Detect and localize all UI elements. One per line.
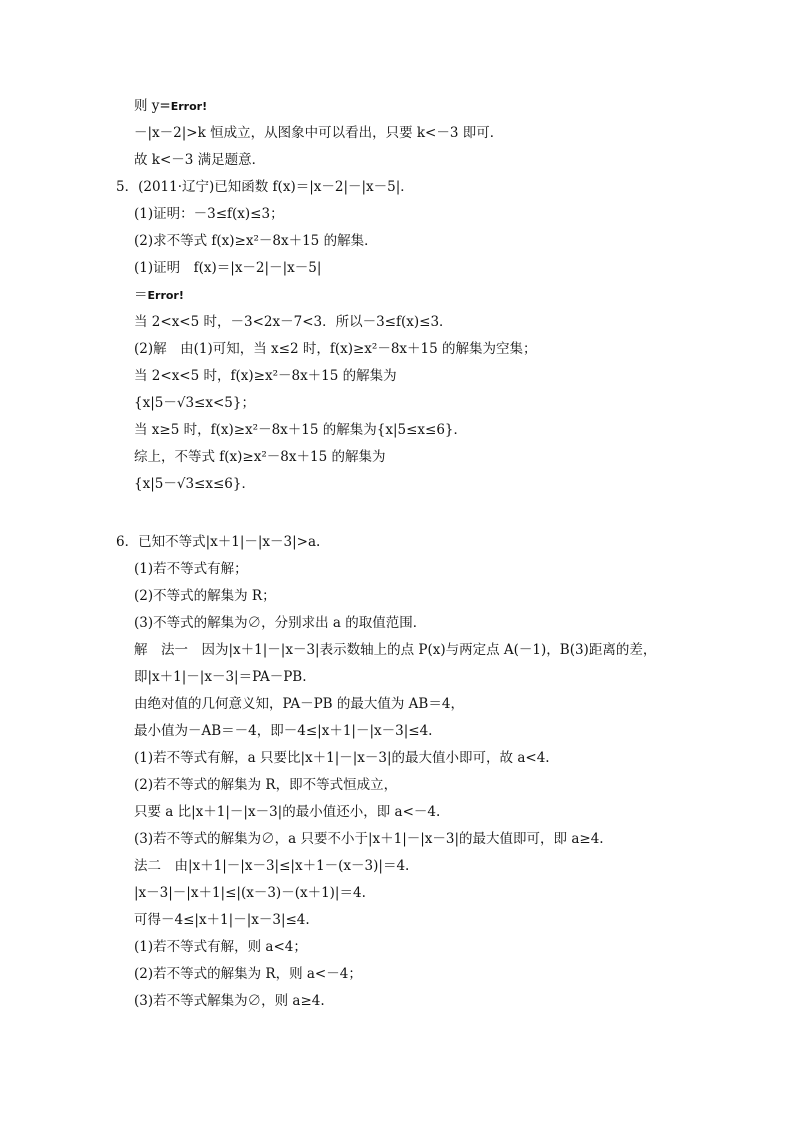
text-line: (2)若不等式的解集为 R，即不等式恒成立， <box>134 777 398 793</box>
text-line: 由绝对值的几何意义知，PA－PB 的最大值为 AB＝4， <box>134 696 464 712</box>
problem-5-heading: 5．(2011·辽宁)已知函数 f(x)＝|x－2|－|x－5|． <box>116 179 414 195</box>
text-line: {x|5－√3≤x≤6}． <box>134 476 255 492</box>
text-line: (2)解 由(1)可知，当 x≤2 时，f(x)≥x²－8x＋15 的解集为空集； <box>134 341 537 357</box>
text-line: 可得－4≤|x＋1|－|x－3|≤4. <box>134 912 310 928</box>
text-line: (1)证明：－3≤f(x)≤3； <box>134 206 284 222</box>
text-line: (1)若不等式有解，则 a<4； <box>134 939 307 955</box>
text-line: (2)不等式的解集为 R； <box>134 588 276 604</box>
text-line: {x|5－√3≤x<5}； <box>134 395 255 411</box>
problem-6-heading: 6．已知不等式|x＋1|－|x－3|>a. <box>116 534 321 550</box>
text-line: (3)不等式的解集为∅，分别求出 a 的取值范围． <box>134 615 427 631</box>
text-line: 解 法一 因为|x＋1|－|x－3|表示数轴上的点 P(x)与两定点 A(－1)，B(3)距离的差， <box>134 642 657 658</box>
text-line: －|x－2|>k 恒成立，从图象中可以看出，只要 k<－3 即可． <box>134 125 504 141</box>
error-token: Error! <box>147 289 184 302</box>
text-line: ＝Error! <box>134 287 184 303</box>
text-line: 法二 由|x＋1|－|x－3|≤|x＋1－(x－3)|＝4. <box>134 858 410 874</box>
text-line: 当 x≥5 时，f(x)≥x²－8x＋15 的解集为{x|5≤x≤6}． <box>134 422 468 438</box>
text-line: 只要 a 比|x＋1|－|x－3|的最小值还小，即 a<－4. <box>134 804 441 820</box>
text-line: (1)若不等式有解，a 只要比|x＋1|－|x－3|的最大值小即可，故 a<4. <box>134 750 550 766</box>
text-line: (1)若不等式有解； <box>134 561 248 577</box>
text-line: |x－3|－|x＋1|≤|(x－3)－(x＋1)|＝4. <box>134 885 366 901</box>
error-token: Error! <box>170 100 208 113</box>
text-line: 综上，不等式 f(x)≥x²－8x＋15 的解集为 <box>134 449 386 465</box>
text-line: 当 2<x<5 时，－3<2x－7<3．所以－3≤f(x)≤3． <box>134 314 453 330</box>
text-line: (2)求不等式 f(x)≥x²－8x＋15 的解集． <box>134 233 378 249</box>
text-line: 则 y=Error! <box>134 98 208 114</box>
text-line: 最小值为－AB＝－4，即－4≤|x＋1|－|x－3|≤4. <box>134 723 433 739</box>
text-line: (2)若不等式的解集为 R，则 a<－4； <box>134 966 362 982</box>
text-line: 故 k<－3 满足题意． <box>134 152 266 168</box>
text-line: (3)若不等式解集为∅，则 a≥4. <box>134 993 325 1009</box>
text-line: 当 2<x<5 时，f(x)≥x²－8x＋15 的解集为 <box>134 368 397 384</box>
text-line: 即|x＋1|－|x－3|＝PA－PB. <box>134 669 307 685</box>
text-line: (1)证明 f(x)＝|x－2|－|x－5| <box>134 260 322 276</box>
text-line: (3)若不等式的解集为∅，a 只要不小于|x＋1|－|x－3|的最大值即可，即 a≥4. <box>134 831 604 847</box>
